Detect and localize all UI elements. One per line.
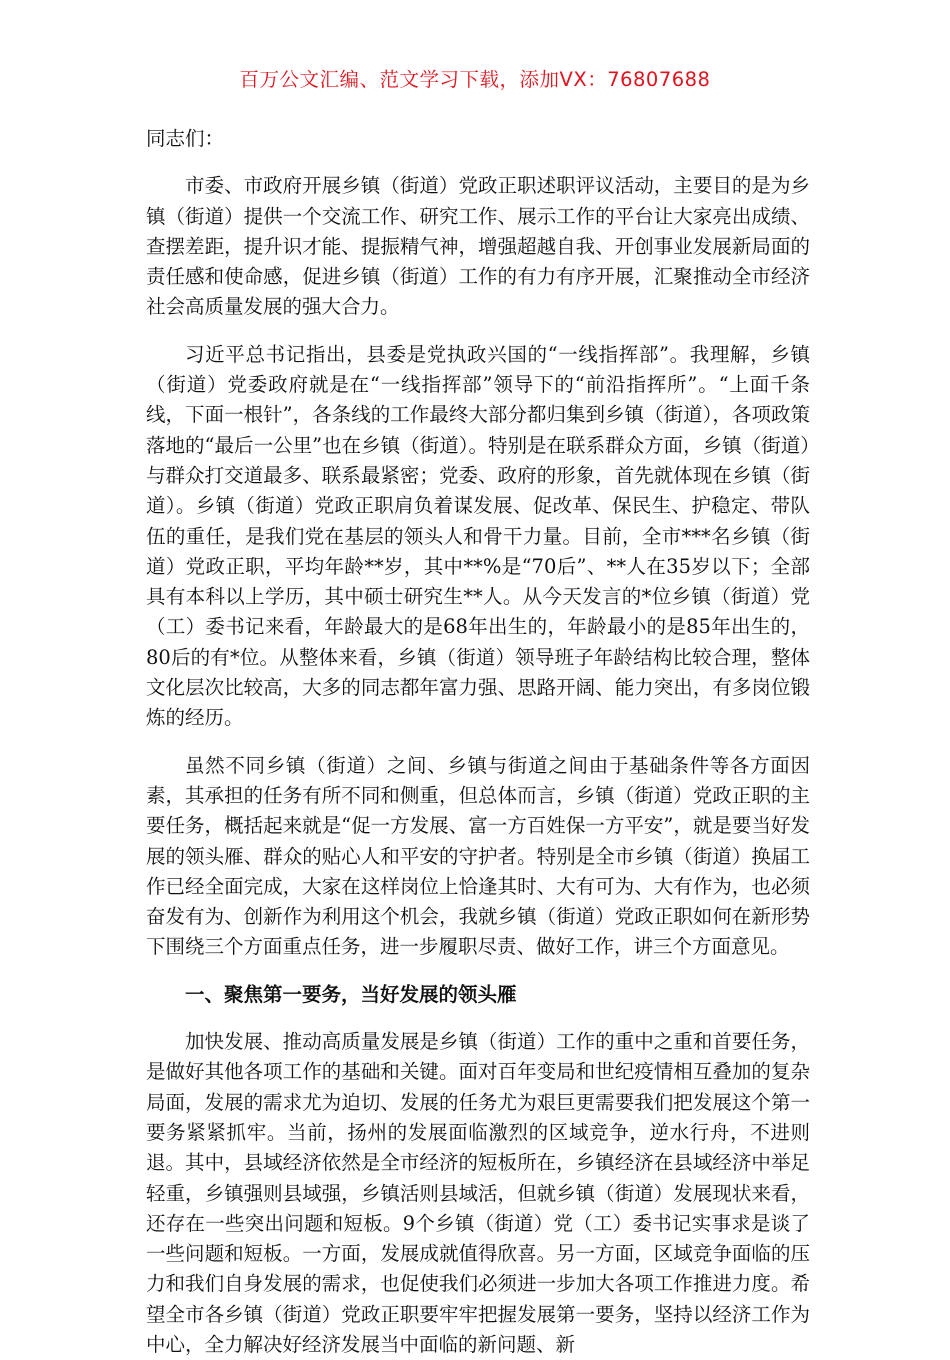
paragraph-1: 市委、市政府开展乡镇（街道）党政正职述职评议活动，主要目的是为乡镇（街道）提供一个交流工作、研究工作、展示工作的平台让大家亮出成绩、查摆差距，提升识才能、提振精气神，增强超越自我、开创事业发展新局面的责任感和使命感，促进乡镇（街道）工作的有力有序开展，汇聚推动全市经济社会高质量发展的强大合力。	[146, 174, 810, 319]
salutation: 同志们：	[146, 127, 225, 150]
section-heading-1: 一、聚焦第一要务，当好发展的领头雁	[185, 982, 517, 1006]
paragraph-3: 虽然不同乡镇（街道）之间、乡镇与街道之间由于基础条件等各方面因素，其承担的任务有所不同和侧重，但总体而言，乡镇（街道）党政正职的主要任务，概括起来就是“促一方发展、富一方百姓保一方平安”，就是要当好发展的领头雁、群众的贴心人和平安的守护者。特别是全市乡镇（街道）换届工作已经全面完成，大家在这样岗位上恰逢其时、大有可为、大有作为，也必须奋发有为、创新作为利用这个机会，我就乡镇（街道）党政正职如何在新形势下围绕三个方面重点任务，进一步履职尽责、做好工作，讲三个方面意见。	[146, 753, 810, 959]
document-body	[146, 124, 810, 1360]
section-1-paragraph: 加快发展、推动高质量发展是乡镇（街道）工作的重中之重和首要任务，是做好其他各项工作的基础和关键。面对百年变局和世纪疫情相互叠加的复杂局面，发展的需求尤为迫切、发展的任务尤为艰巨更需要我们把发展这个第一要务紧紧抓牢。当前，扬州的发展面临激烈的区域竞争，逆水行舟，不进则退。其中，县域经济依然是全市经济的短板所在，乡镇经济在县域经济中举足轻重，乡镇强则县域强，乡镇活则县域活，但就乡镇（街道）发展现状来看，还存在一些突出问题和短板。9个乡镇（街道）党（工）委书记实事求是谈了一些问题和短板。一方面，发展成就值得欣喜。另一方面，区域竞争面临的压力和我们自身发展的需求，也促使我们必须进一步加大各项工作推进力度。希望全市各乡镇（街道）党政正职要牢牢把握发展第一要务，坚持以经济工作为中心，全力解决好经济发展当中面临的新问题、新	[146, 1030, 810, 1356]
watermark-header: 百万公文汇编、范文学习下载，添加VX：76807688	[239, 68, 711, 91]
paragraph-2: 习近平总书记指出，县委是党执政兴国的“一线指挥部”。我理解，乡镇（街道）党委政府就是在“一线指挥部”领导下的“前沿指挥所”。“上面千条线，下面一根针”，各条线的工作最终大部分都归集到乡镇（街道），各项政策落地的“最后一公里”也在乡镇（街道）。特别是在联系群众方面，乡镇（街道）与群众打交道最多、联系最紧密；党委、政府的形象，首先就体现在乡镇（街道）。乡镇（街道）党政正职肩负着谋发展、促改革、保民生、护稳定、带队伍的重任，是我们党在基层的领头人和骨干力量。目前，全市***名乡镇（街道）党政正职，平均年龄**岁，其中**%是“70后”、**人在35岁以下；全部具有本科以上学历，其中硕士研究生**人。从今天发言的*位乡镇（街道）党（工）委书记来看，年龄最大的是68年出生的，年龄最小的是85年出生的，80后的有*位。从整体来看，乡镇（街道）领导班子年龄结构比较合理，整体文化层次比较高，大多的同志都年富力强、思路开阔、能力突出，有多岗位锻炼的经历。	[146, 342, 810, 730]
